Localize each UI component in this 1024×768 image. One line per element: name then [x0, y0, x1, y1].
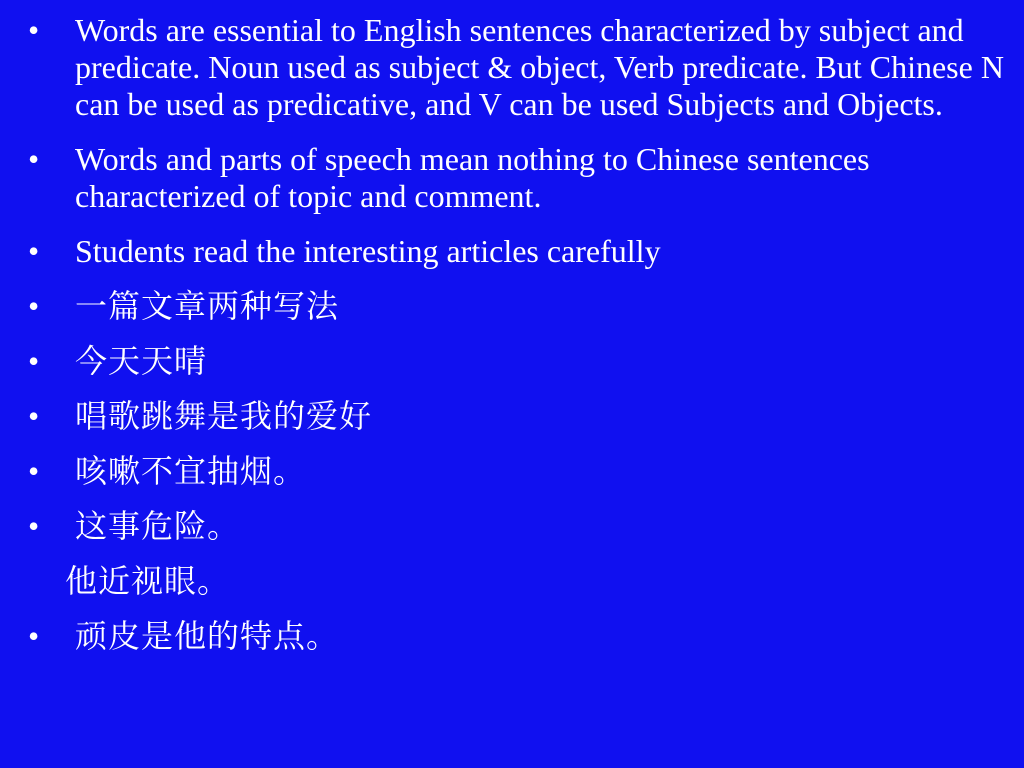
bullet-list [28, 12, 1016, 545]
bullet-list-continued [28, 618, 1016, 655]
bullet-icon: • [28, 453, 41, 489]
bullet-icon: • [28, 141, 40, 177]
bullet-chinese-example-4 [28, 453, 1016, 490]
bullet-chinese-example-2 [28, 343, 1016, 380]
bullet-text: Students read the interesting articles carefully [75, 233, 661, 269]
bullet-icon: • [28, 398, 41, 434]
bullet-icon: • [28, 233, 40, 269]
continuation-line: 他近视眼。 [65, 563, 231, 599]
bullet-text: 咳嗽不宜抽烟。 [75, 453, 307, 489]
bullet-students-read [28, 233, 1016, 270]
bullet-icon: • [28, 343, 41, 379]
bullet-icon: • [28, 618, 41, 654]
bullet-chinese-example-6 [28, 618, 1016, 655]
bullet-chinese-example-3 [28, 398, 1016, 435]
bullet-icon: • [28, 508, 41, 544]
bullet-english-words-essential [28, 12, 1016, 123]
bullet-words-parts-of-speech [28, 141, 1016, 215]
bullet-text: Words are essential to English sentences characterized by subject and predicate. Noun used as subject & object, Verb predicate. But Chinese N can be used as predicative, and V can be used Subjects and Objects. [75, 12, 1004, 122]
bullet-text: 这事危险。 [75, 508, 241, 544]
bullet-text: 顽皮是他的特点。 [75, 618, 340, 654]
bullet-icon: • [28, 288, 41, 324]
bullet-icon: • [28, 12, 40, 48]
bullet-text: 今天天晴 [75, 343, 208, 379]
bullet-chinese-example-1 [28, 288, 1016, 325]
bullet-text: 唱歌跳舞是我的爱好 [75, 398, 373, 434]
bullet-chinese-example-5 [28, 508, 1016, 545]
bullet-text: Words and parts of speech mean nothing to Chinese sentences characterized of topic and comment. [75, 141, 870, 214]
bullet-text: 一篇文章两种写法 [75, 288, 340, 324]
